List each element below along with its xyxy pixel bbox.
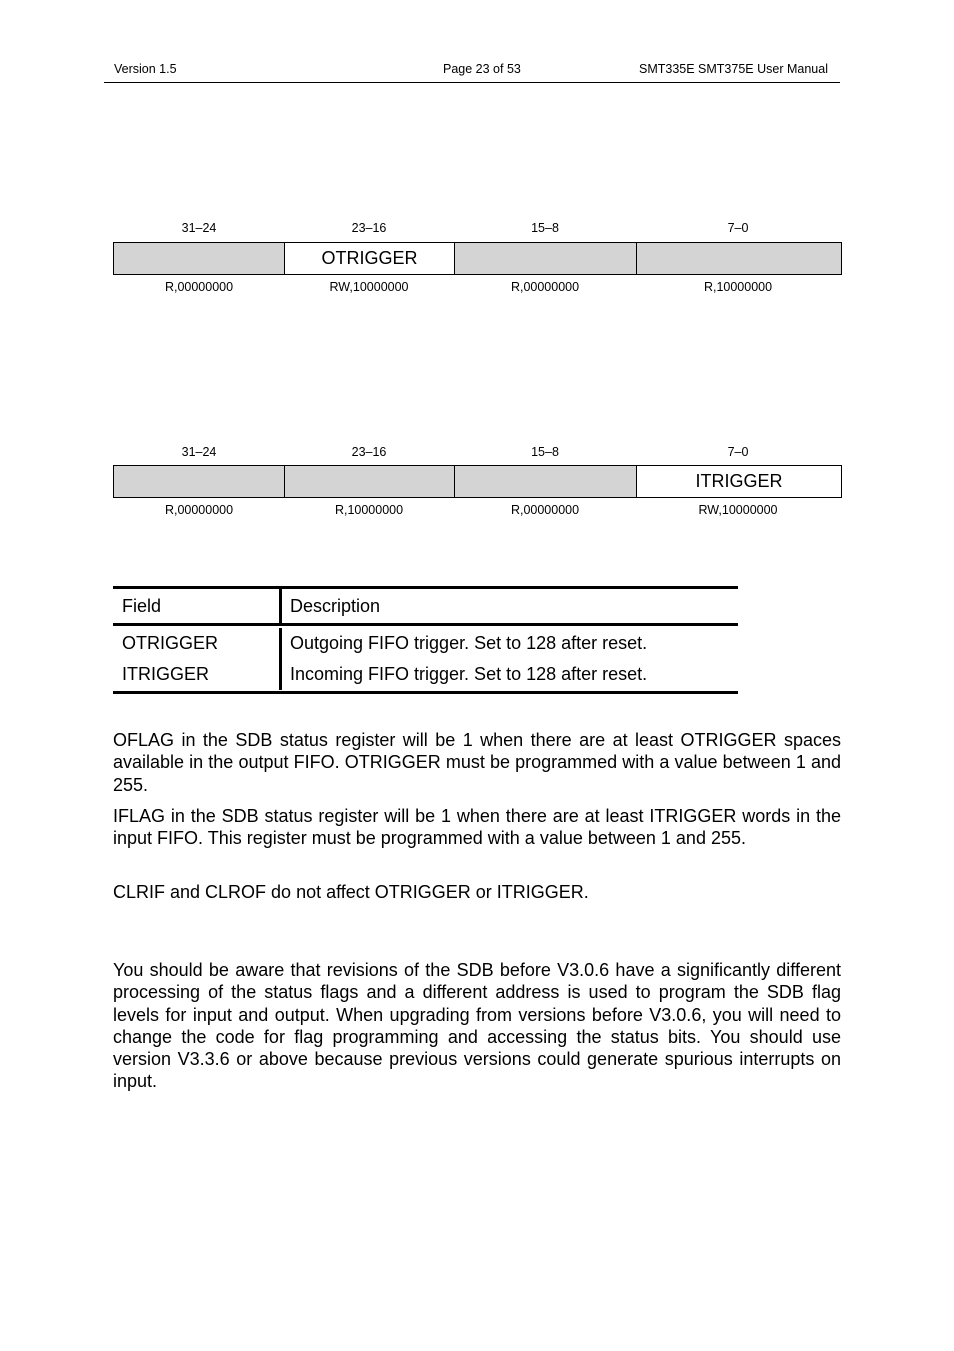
bit-range-label: 31–24 xyxy=(181,445,217,459)
header-rule xyxy=(104,82,840,83)
access-label: RW,10000000 xyxy=(329,280,409,294)
register-field-reserved xyxy=(114,466,285,497)
field-description-table xyxy=(113,586,738,694)
access-row xyxy=(113,503,842,519)
table-header-field: Field xyxy=(113,589,282,623)
paragraph-clrif-clrof: CLRIF and CLROF do not affect OTRIGGER or ITRIGGER. xyxy=(113,882,589,902)
table-cell-field: ITRIGGER xyxy=(113,659,282,690)
table-row xyxy=(113,628,738,659)
register-field-reserved xyxy=(285,466,455,497)
bit-range-row xyxy=(113,221,842,237)
register-field-reserved xyxy=(637,243,841,274)
access-label: R,00000000 xyxy=(164,503,234,517)
bit-range-label: 31–24 xyxy=(181,221,217,235)
table-row xyxy=(113,659,738,690)
access-label: R,00000000 xyxy=(510,503,580,517)
paragraph-sdb-revision-note: You should be aware that revisions of the SDB before V3.0.6 have a significantly different processing of the status flags and a different address is used to program the SDB flag levels for input and output. When upgrading from versions before V3.0.6, you will need to change the code for flag programming and accessing the status bits. You should use version V3.3.6 or above because previous versions could generate spurious interrupts on input. xyxy=(113,960,841,1092)
register-field-reserved xyxy=(455,466,637,497)
table-header-description: Description xyxy=(290,595,381,616)
table-cell-field: OTRIGGER xyxy=(113,628,282,659)
register-itrigger xyxy=(113,445,842,519)
register-field-itrigger: ITRIGGER xyxy=(637,466,841,497)
register-field-box xyxy=(113,465,842,498)
paragraph-oflag: OFLAG in the SDB status register will be 1 when there are at least OTRIGGER spaces available in the output FIFO. OTRIGGER must be programmed with a value between 1 and 255. xyxy=(113,730,841,795)
access-label: RW,10000000 xyxy=(698,503,778,517)
bit-range-label: 15–8 xyxy=(531,221,559,235)
header-page-number: Page 23 of 53 xyxy=(443,62,521,76)
register-field-otrigger: OTRIGGER xyxy=(285,243,455,274)
bit-range-row xyxy=(113,445,842,461)
bit-range-label: 7–0 xyxy=(727,445,749,459)
access-label: R,00000000 xyxy=(510,280,580,294)
access-label: R,10000000 xyxy=(703,280,773,294)
register-otrigger xyxy=(113,221,842,296)
register-field-box xyxy=(113,242,842,275)
header-version: Version 1.5 xyxy=(114,62,177,76)
bit-range-label: 23–16 xyxy=(351,221,387,235)
access-row xyxy=(113,280,842,296)
bit-range-label: 7–0 xyxy=(727,221,749,235)
table-cell-description: Incoming FIFO trigger. Set to 128 after reset. xyxy=(290,664,648,684)
header-document-title: SMT335E SMT375E User Manual xyxy=(639,62,828,76)
table-cell-description: Outgoing FIFO trigger. Set to 128 after reset. xyxy=(290,633,648,653)
table-header-row xyxy=(113,589,738,626)
register-field-reserved xyxy=(114,243,285,274)
register-field-reserved xyxy=(455,243,637,274)
bit-range-label: 15–8 xyxy=(531,445,559,459)
paragraph-iflag: IFLAG in the SDB status register will be 1 when there are at least ITRIGGER words in the input FIFO. This register must be programmed with a value between 1 and 255. xyxy=(113,806,841,849)
access-label: R,10000000 xyxy=(334,503,404,517)
access-label: R,00000000 xyxy=(164,280,234,294)
bit-range-label: 23–16 xyxy=(351,445,387,459)
